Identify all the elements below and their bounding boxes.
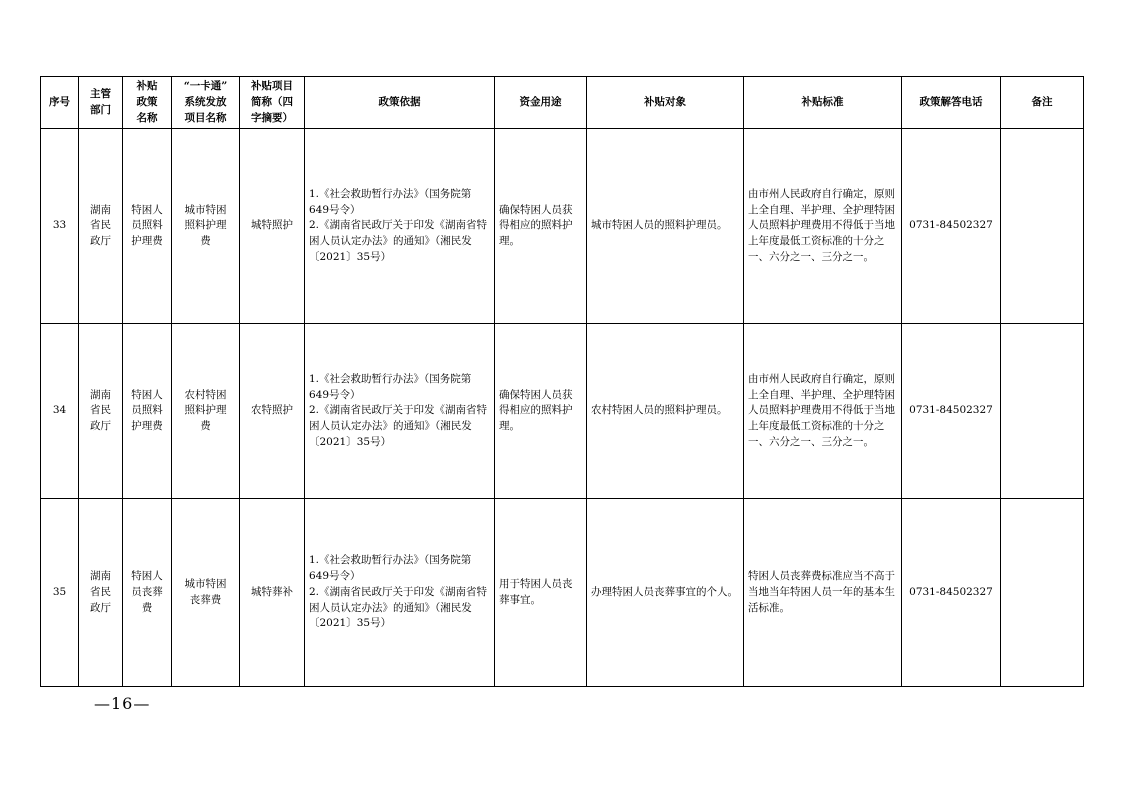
cell-seq: 33 — [41, 129, 79, 324]
cell-system-item: 城市特困 丧葬费 — [172, 499, 240, 687]
header-seq: 序号 — [41, 77, 79, 129]
cell-remark — [1001, 499, 1084, 687]
header-remark: 备注 — [1001, 77, 1084, 129]
cell-phone: 0731-84502327 — [902, 499, 1001, 687]
cell-seq: 35 — [41, 499, 79, 687]
header-dept: 主管 部门 — [79, 77, 123, 129]
table-header-row — [41, 77, 1084, 129]
cell-standard: 由市州人民政府自行确定，原则上全自理、半护理、全护理特困人员照料护理费用不得低于当地上年度最低工资标准的十分之一、六分之一、三分之一。 — [744, 129, 902, 324]
cell-usage: 确保特困人员获得相应的照料护理。 — [495, 324, 587, 499]
header-system-item: “一卡通” 系统发放 项目名称 — [172, 77, 240, 129]
cell-system-item: 城市特困 照料护理 费 — [172, 129, 240, 324]
header-usage: 资金用途 — [495, 77, 587, 129]
cell-remark — [1001, 129, 1084, 324]
cell-dept: 湖南 省民 政厅 — [79, 324, 123, 499]
cell-policy-name: 特困人 员照料 护理费 — [123, 324, 172, 499]
cell-dept: 湖南 省民 政厅 — [79, 129, 123, 324]
cell-usage: 确保特困人员获得相应的照料护理。 — [495, 129, 587, 324]
table-row — [41, 499, 1084, 687]
cell-standard: 由市州人民政府自行确定，原则上全自理、半护理、全护理特困人员照料护理费用不得低于当地上年度最低工资标准的十分之一、六分之一、三分之一。 — [744, 324, 902, 499]
table-row — [41, 324, 1084, 499]
cell-remark — [1001, 324, 1084, 499]
policy-table — [40, 76, 1084, 687]
cell-standard: 特困人员丧葬费标准应当不高于当地当年特困人员一年的基本生活标准。 — [744, 499, 902, 687]
cell-seq: 34 — [41, 324, 79, 499]
cell-abbrev: 城特照护 — [240, 129, 305, 324]
cell-phone: 0731-84502327 — [902, 129, 1001, 324]
cell-abbrev: 农特照护 — [240, 324, 305, 499]
cell-phone: 0731-84502327 — [902, 324, 1001, 499]
page-number: —16— — [94, 694, 151, 713]
cell-target: 城市特困人员的照料护理员。 — [587, 129, 744, 324]
table-row — [41, 129, 1084, 324]
header-phone: 政策解答电话 — [902, 77, 1001, 129]
cell-policy-name: 特困人 员丧葬 费 — [123, 499, 172, 687]
header-standard: 补贴标准 — [744, 77, 902, 129]
cell-basis: 1.《社会救助暂行办法》（国务院第649号令） 2.《湖南省民政厅关于印发《湖南省特困人员认定办法》的通知》（湘民发〔2021〕35号） — [305, 499, 495, 687]
header-abbrev: 补贴项目 简称（四 字摘要） — [240, 77, 305, 129]
cell-system-item: 农村特困 照料护理 费 — [172, 324, 240, 499]
cell-basis: 1.《社会救助暂行办法》（国务院第649号令） 2.《湖南省民政厅关于印发《湖南省特困人员认定办法》的通知》（湘民发〔2021〕35号） — [305, 129, 495, 324]
header-basis: 政策依据 — [305, 77, 495, 129]
header-policy-name: 补贴 政策 名称 — [123, 77, 172, 129]
cell-dept: 湖南 省民 政厅 — [79, 499, 123, 687]
cell-target: 办理特困人员丧葬事宜的个人。 — [587, 499, 744, 687]
cell-abbrev: 城特葬补 — [240, 499, 305, 687]
cell-basis: 1.《社会救助暂行办法》（国务院第649号令） 2.《湖南省民政厅关于印发《湖南省特困人员认定办法》的通知》（湘民发〔2021〕35号） — [305, 324, 495, 499]
cell-usage: 用于特困人员丧葬事宜。 — [495, 499, 587, 687]
header-target: 补贴对象 — [587, 77, 744, 129]
cell-target: 农村特困人员的照料护理员。 — [587, 324, 744, 499]
cell-policy-name: 特困人 员照料 护理费 — [123, 129, 172, 324]
